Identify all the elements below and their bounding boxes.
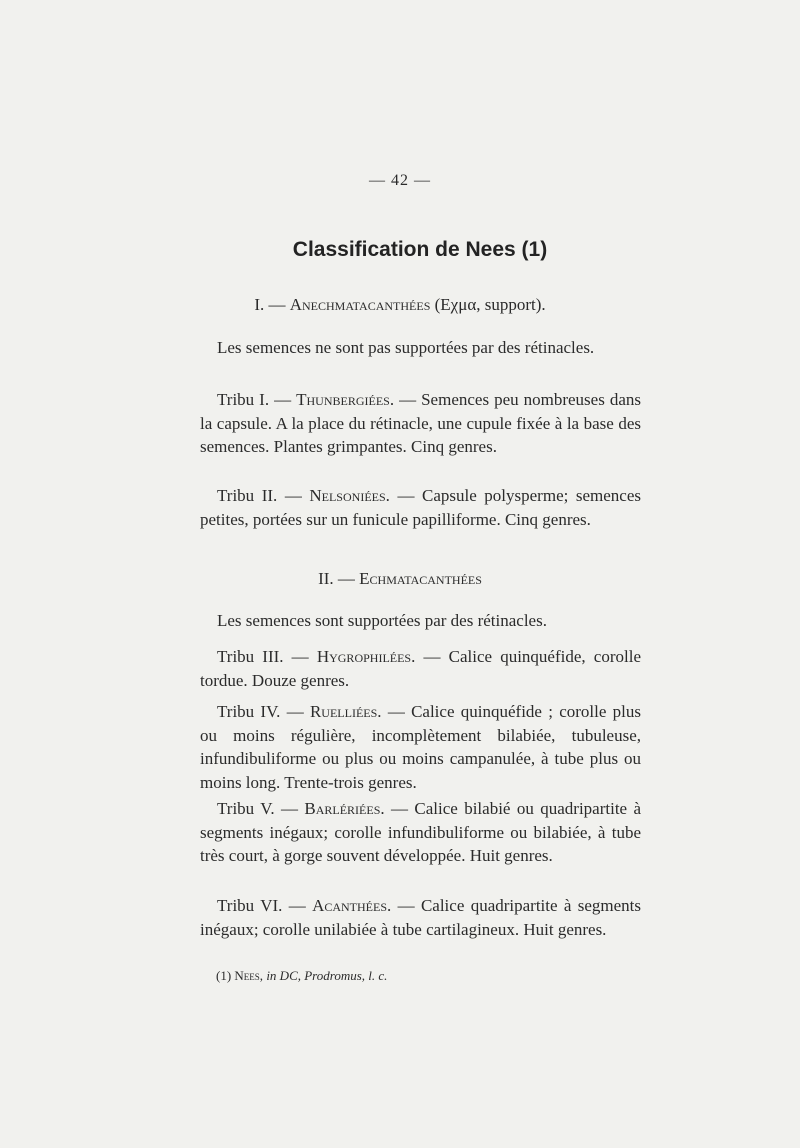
section-name: Anechmatacanthées [289, 295, 431, 314]
tribe-label: Tribu VI. — [217, 896, 306, 915]
tribe-text: — Calice quinquéfide, corolle tordue. Douze genres. [200, 647, 641, 690]
tribe-paragraph-2 [200, 484, 641, 531]
tribe-paragraph-6 [200, 894, 641, 941]
page-title: Classification de Nees (1) [292, 238, 548, 261]
tribe-paragraph-1 [200, 388, 641, 459]
tribe-text: — Calice bilabié ou quadripartite à segments inégaux; corolle infundibuliforme ou bilabiée, à tube très court, à gorge souvent développée. Huit genres. [200, 799, 642, 865]
section-2-intro: Les semences sont supportées par des rétinacles. [217, 611, 547, 630]
tribe-label: Tribu I. — [217, 390, 292, 409]
page-number: — 42 — [369, 172, 431, 189]
tribe-label: Tribu IV. — [217, 702, 304, 721]
tribe-paragraph-4 [200, 700, 641, 794]
section-numeral: II. — [318, 569, 355, 588]
tribe-paragraph-5 [200, 797, 641, 868]
tribe-name: Barlériées. [304, 799, 385, 818]
tribe-text: — Capsule polysperme; semences petites, portées sur un funicule papilliforme. Cinq genres. [200, 486, 642, 529]
tribe-name: Ruelliées. [309, 702, 382, 721]
footnote-reference: in DC, Prodromus, l. c. [266, 968, 388, 983]
footnote [216, 968, 636, 984]
tribe-name: Thunbergiées. [296, 390, 395, 409]
tribe-text: — Semences peu nombreuses dans la capsule. A la place du rétinacle, une cupule fixée à la base des semences. Plantes grimpantes. Cinq genres. [200, 390, 642, 456]
tribe-label: Tribu III. — [217, 647, 309, 666]
tribe-name: Hygrophilées. [316, 647, 416, 666]
section-heading-2 [0, 569, 800, 589]
section-name: Echmatacanthées [359, 569, 482, 588]
section-etymology: (Εχμα, support). [434, 295, 546, 314]
tribe-paragraph-3 [200, 645, 641, 692]
tribe-name: Nelsoniées. [309, 486, 390, 505]
section-numeral: I. — [254, 295, 286, 314]
tribe-label: Tribu II. — [217, 486, 302, 505]
section-heading-1 [0, 295, 800, 315]
tribe-label: Tribu V. — [217, 799, 298, 818]
tribe-text: — Calice quadripartite à segments inégaux; corolle unilabiée à tube cartilagineux. Huit genres. [200, 896, 642, 939]
footnote-author: Nees, [234, 968, 264, 983]
tribe-text: — Calice quinquéfide ; corolle plus ou moins régulière, incomplètement bilabiée, tubuleuse, infundibuliforme ou plus ou moins campanulée, à tube plus ou moins long. Trente-trois genres. [200, 702, 642, 792]
section-1-intro: Les semences ne sont pas supportées par des rétinacles. [217, 338, 595, 357]
footnote-marker: (1) [216, 968, 232, 983]
tribe-name: Acanthées. [312, 896, 392, 915]
